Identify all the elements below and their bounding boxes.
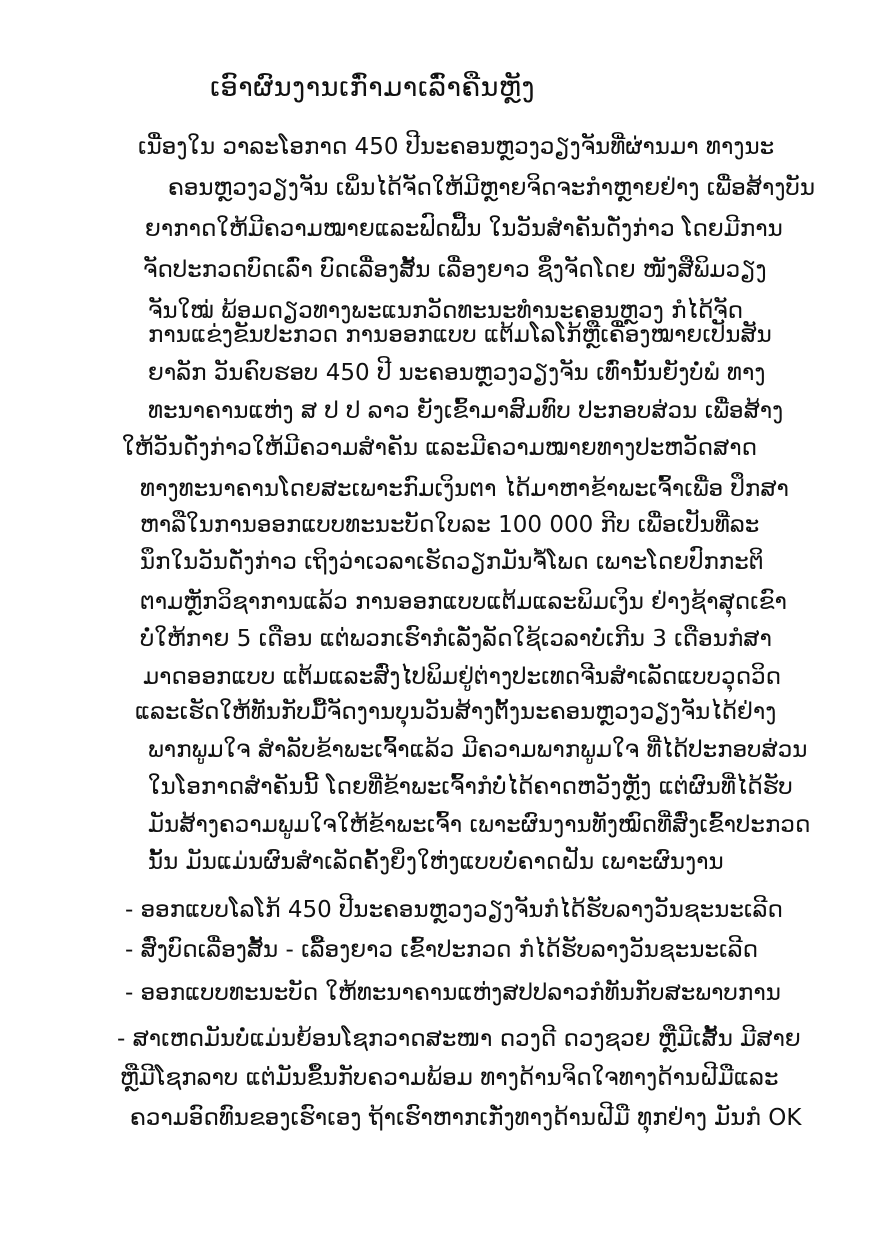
closing-line: ຄວາມອົດທົນຂອງເຮົາເອງ ຖ້າເຮົາຫາກເກັ່ງທາງດ້ານຝີມື ທຸກຢ່າງ ມັນກໍ OK bbox=[130, 1105, 802, 1131]
page-title: ເອົາຜົນງານເກົ່າມາເລົ່າຄືນຫຼັງ bbox=[210, 72, 536, 103]
paragraph-line: ຍາກາດໃຫ້ມີຄວາມໝາຍແລະຟົດຟື້ນ ໃນວັນສຳຄັນດັ່ງກ່າວ ໂດຍມີການ bbox=[145, 216, 783, 242]
paragraph-line: ພາກພູມໃຈ ສຳລັບຂ້າພະເຈົ້າແລ້ວ ມີຄວາມພາກພູມໃຈ ທີ່ໄດ້ປະກອບສ່ວນ bbox=[148, 737, 808, 763]
paragraph-line: ຈັນໃໝ່ ພ້ອມດຽວທາງພະແນກວັດທະນະທຳນະຄອນຫຼວງ ກໍໄດ້ຈັດ bbox=[148, 298, 744, 324]
closing-line: - ສາເຫດມັນບໍ່ແມ່ນຍ້ອນໂຊກວາດສະໜາ ດວງດີ ດວງຊວຍ ຫຼືມີເສັ້ນ ມີສາຍ bbox=[117, 1026, 801, 1052]
paragraph-line: ຫາລືໃນການອອກແບບທະນະບັດໃບລະ 100 000 ກີບ ເພື່ອເປັນທີ່ລະ bbox=[140, 512, 760, 538]
paragraph-line: ເນື່ອງໃນ ວາລະໂອກາດ 450 ປີນະຄອນຫຼວງວຽງຈັນທີ່ຜ່ານມາ ທາງນະ bbox=[138, 134, 775, 160]
closing-line: ຫຼືມີໂຊກລາບ ແຕ່ມັນຂຶ້ນກັບຄວາມພ້ອມ ທາງດ້ານຈິດໃຈທາງດ້ານຝີມືແລະ bbox=[120, 1065, 779, 1091]
bullet-item: - ອອກແບບທະນະບັດ ໃຫ້ທະນາຄານແຫ່ງສປປລາວກໍທັນກັບສະພາບການ bbox=[125, 980, 781, 1006]
paragraph-line: ທາງທະນາຄານໂດຍສະເພາະກົມເງິນຕາ ໄດ້ມາຫາຂ້າພະເຈົ້າເພື່ອ ປຶກສາ bbox=[140, 476, 789, 502]
paragraph-line: ນຶກໃນວັນດັ່ງກ່າວ ເຖິງວ່າເວລາເຮັດວຽກມັນຈໍ້ໂພດ ເພາະໂດຍປົກກະຕິ bbox=[140, 549, 764, 575]
paragraph-line: ໃນໂອກາດສຳຄັນນີ້ ໂດຍທີ່ຂ້າພະເຈົ້າກໍບໍ່ໄດ້ຄາດຫວັງຫຼັງ ແຕ່ຜົນທີ່ໄດ້ຮັບ bbox=[148, 774, 793, 800]
paragraph-line: ໃຫ້ວັນດັ່ງກ່າວໃຫ້ມີຄວາມສຳຄັນ ແລະມີຄວາມໝາຍທາງປະຫວັດສາດ bbox=[122, 435, 758, 461]
paragraph-line: ຍາລັກ ວັນຄົບຮອບ 450 ປີ ນະຄອນຫຼວງວຽງຈັນ ເທົ່ານັ້ນຍັງບໍ່ພໍ ທາງ bbox=[148, 360, 766, 386]
paragraph-line: ນັ້ນ ມັນແມ່ນຜົນສຳເລັດຄັ້ງຍິ່ງໃຫ່ງແບບບໍ່ຄາດຝັນ ເພາະຜົນງານ bbox=[148, 849, 724, 875]
paragraph-line: ມາດອອກແບບ ແຕ້ມແລະສົ່ງໄປພິມຢູ່ຕ່າງປະເທດຈີນສຳເລັດແບບວຸດວິດ bbox=[143, 664, 782, 690]
paragraph-line: ຈັດປະກວດບົດເລົ່າ ບົດເລື່ອງສັ້ນ ເລື່ອງຍາວ ຊຶ່ງຈັດໂດຍ ໜັງສືພິມວຽງ bbox=[143, 257, 767, 283]
paragraph-line: ແລະເຮັດໃຫ້ທັນກັບມື້ຈັດງານບຸນວັນສ້າງຕັ້ງນະຄອນຫຼວງວຽງຈັນໄດ້ຢ່າງ bbox=[135, 699, 777, 725]
paragraph-line: ຕາມຫຼັກວິຊາການແລ້ວ ການອອກແບບແຕ້ມແລະພິມເງິນ ຢ່າງຊ້າສຸດເຂົາ bbox=[140, 589, 787, 615]
paragraph-line: ບໍ່ໃຫ້ກາຍ 5 ເດືອນ ແຕ່ພວກເຮົາກໍເລັ່ງລັດໃຊ້ເວລາບໍ່ເກີນ 3 ເດືອນກໍສາ bbox=[140, 626, 772, 652]
bullet-item: - ອອກແບບໂລໂກ້ 450 ປີນະຄອນຫຼວງວຽງຈັນກໍໄດ້ຮັບລາງວັນຊະນະເລີດ bbox=[125, 897, 783, 923]
paragraph-line: ທະນາຄານແຫ່ງ ສ ປ ປ ລາວ ຍັງເຂົ້າມາສົມທົບ ປະກອບສ່ວນ ເພື່ອສ້າງ bbox=[148, 398, 784, 424]
paragraph-line: ມັນສ້າງຄວາມພູມໃຈໃຫ້ຂ້າພະເຈົ້າ ເພາະຜົນງານທັງໝົດທີ່ສົ່ງເຂົ້າປະກວດ bbox=[148, 812, 811, 838]
bullet-item: - ສົ່ງບົດເລື່ອງສັ້ນ - ເລື້ອງຍາວ ເຂົ້າປະກວດ ກໍໄດ້ຮັບລາງວັນຊະນະເລີດ bbox=[125, 937, 758, 963]
paragraph-line: ການແຂ່ງຂັນປະກວດ ການອອກແບບ ແຕ້ມໂລໂກ້ຫຼືເຄື່ອງໝາຍເປັນສັນ bbox=[148, 322, 772, 348]
paragraph-line: ຄອນຫຼວງວຽງຈັນ ເພິ່ນໄດ້ຈັດໃຫ້ມີຫຼາຍຈິດຈະກຳຫຼາຍຢ່າງ ເພື່ອສ້າງບັນ bbox=[168, 175, 815, 201]
